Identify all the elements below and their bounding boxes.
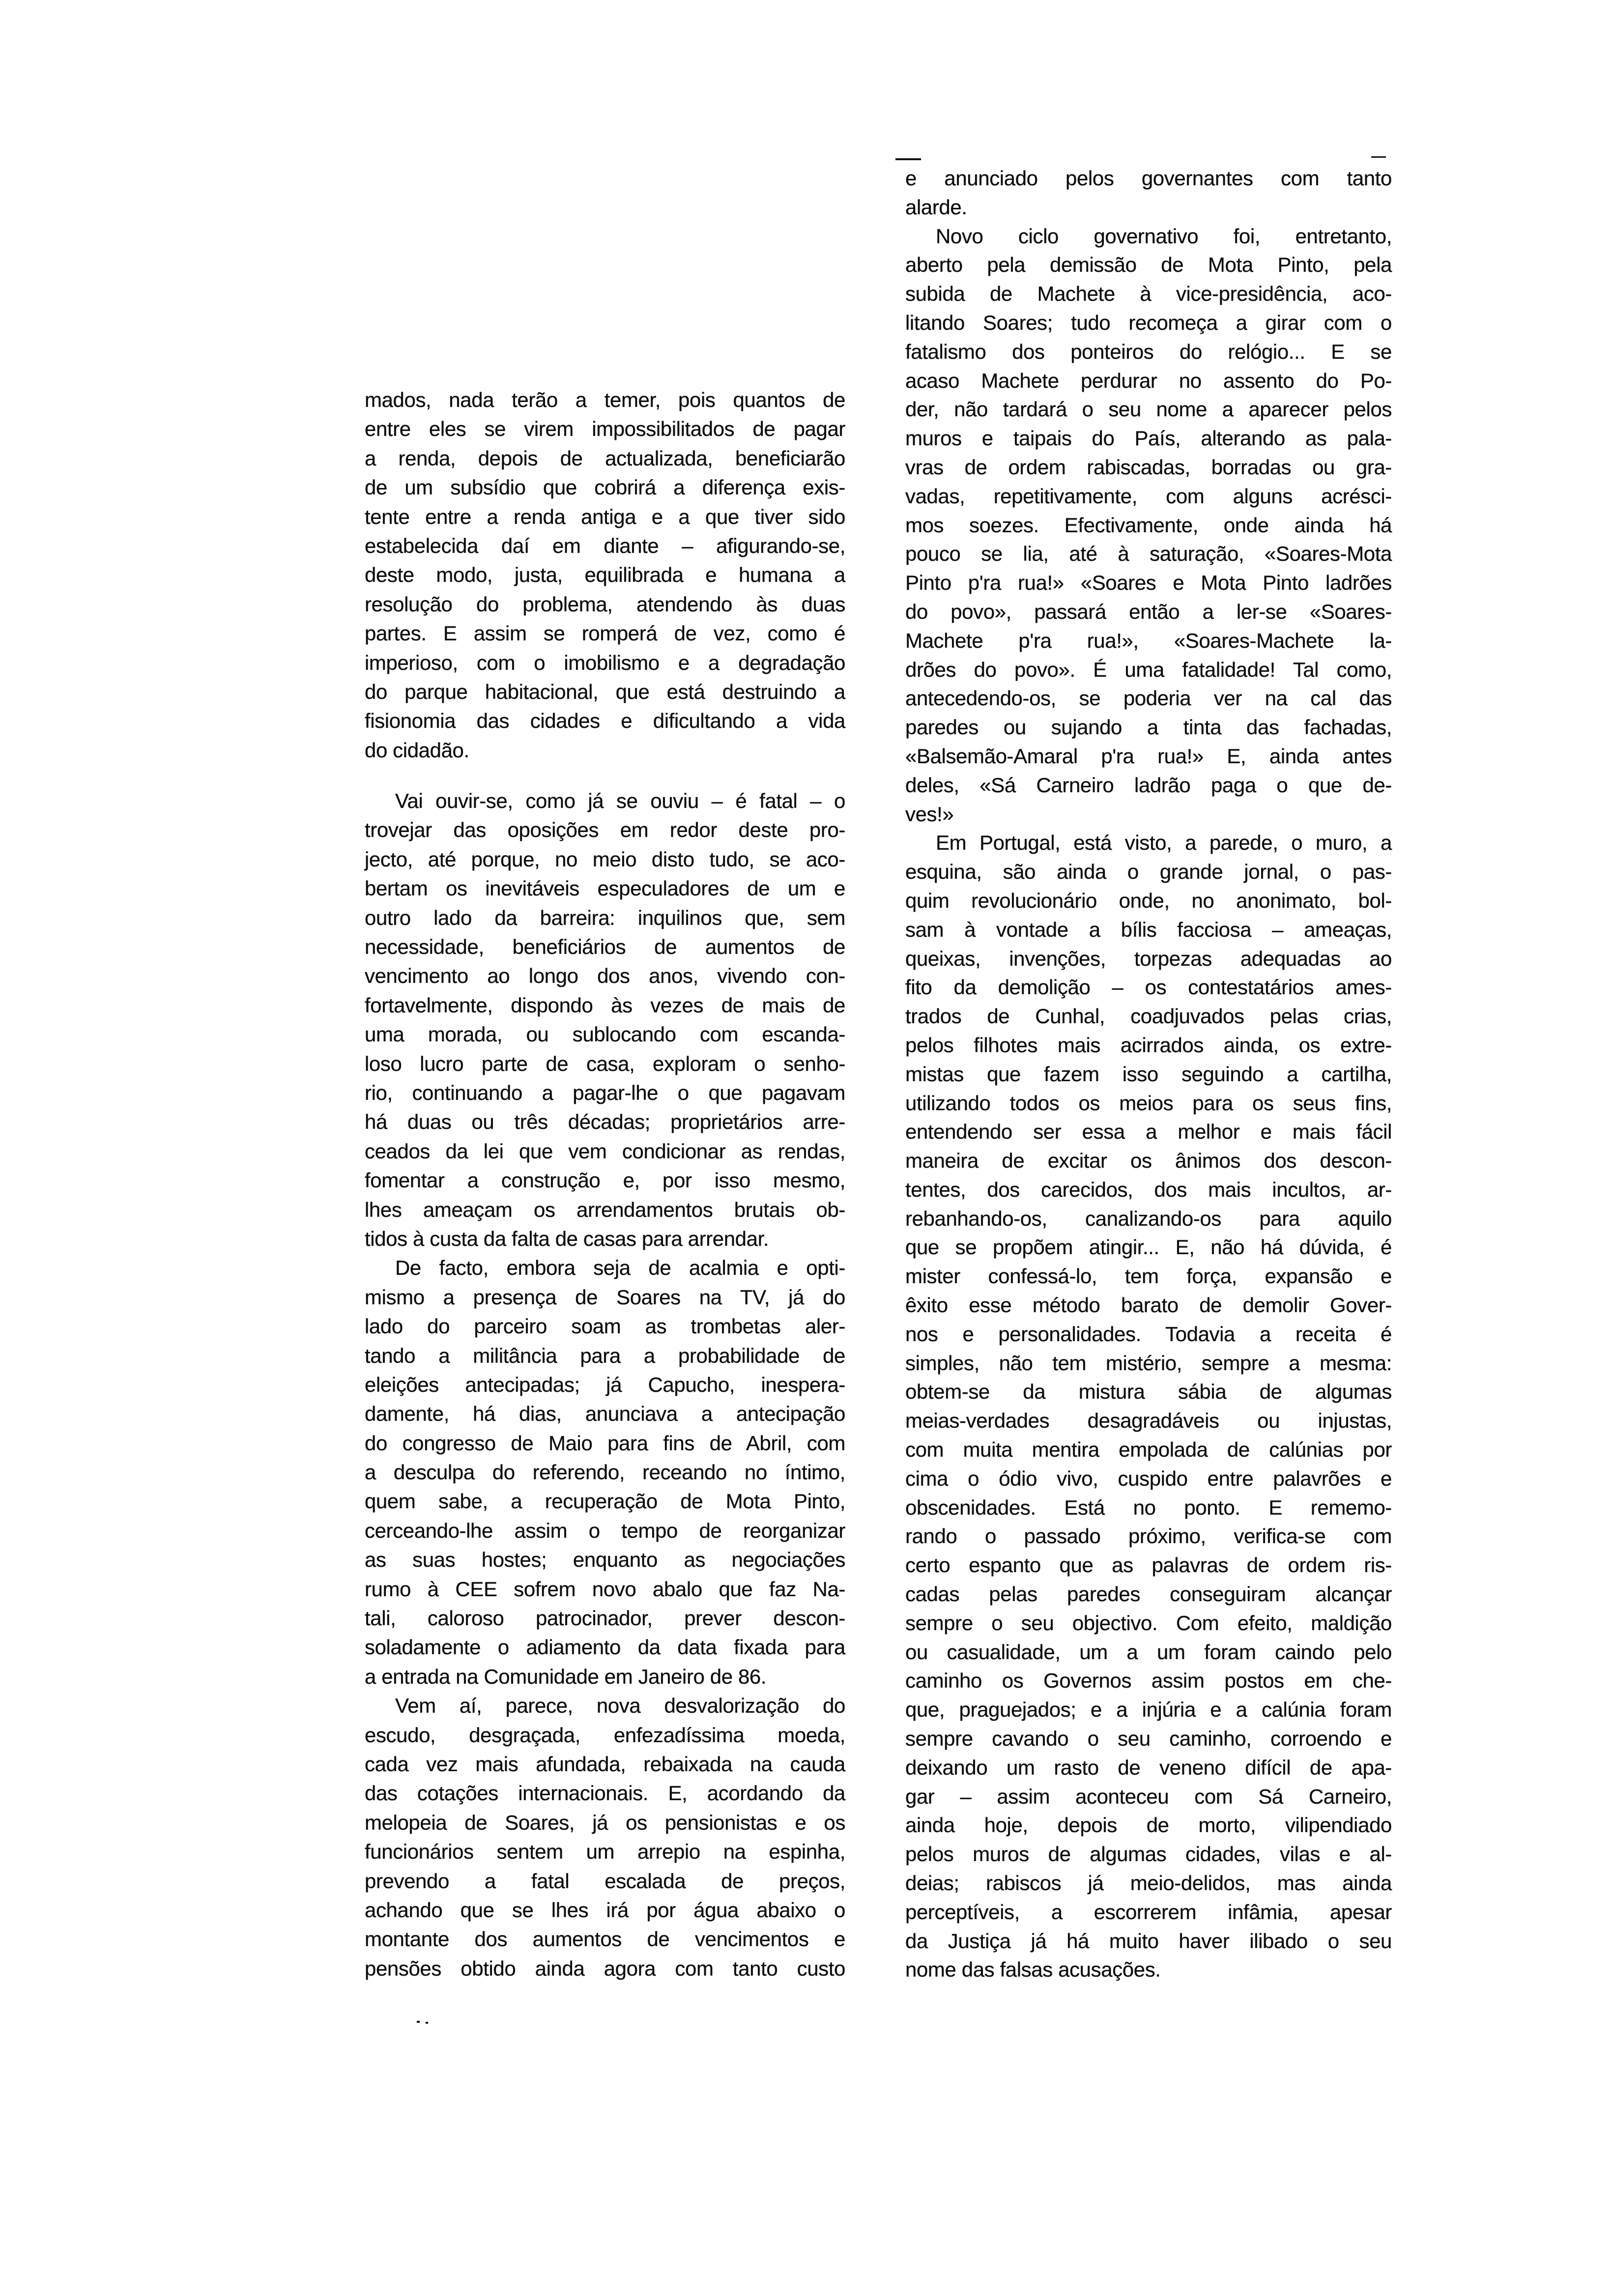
text-line: trovejar das oposições em redor deste pro- [365,818,845,842]
text-line: há duas ou três décadas; proprietários arre- [365,1110,845,1134]
text-line: acaso Machete perdurar no assento do Po- [905,369,1392,392]
text-line: litando Soares; tudo recomeça a girar com o [905,311,1392,334]
text-line: Vai ouvir-se, como já se ouviu – é fatal – o [395,789,845,813]
text-line: da Justiça já há muito haver ilibado o seu [905,1929,1392,1952]
text-line: De facto, embora seja de acalmia e opti- [395,1256,845,1280]
article-paragraph [365,1691,845,1983]
text-line: sam à vontade a bílis facciosa – ameaças, [905,918,1392,941]
text-line: necessidade, beneficiários de aumentos de [365,935,845,959]
scan-artifact-dot [1371,156,1386,158]
text-line: pelos muros de algumas cidades, vilas e al- [905,1842,1392,1866]
text-line: alarde. [905,195,967,219]
text-line: que, praguejados; e a injúria e a calúnia foram [905,1698,1392,1722]
text-line: obscenidades. Está no ponto. E rememo- [905,1495,1392,1519]
text-line: Novo ciclo governativo foi, entretanto, [936,224,1392,248]
scan-artifact-dot [426,2022,428,2024]
text-line: com muita mentira empolada de calúnias por [905,1438,1392,1462]
text-line: escudo, desgraçada, enfezadíssima moeda, [365,1723,845,1747]
article-column-left [365,385,845,1983]
scan-artifact-dot [417,2021,420,2023]
text-line: estabelecida daí em diante – afigurando-se, [365,534,845,557]
text-line: do povo», passará então a ler-se «Soares- [905,600,1392,623]
text-line: fito da demolição – os contestatários ames- [905,976,1392,999]
text-line: montante dos aumentos de vencimentos e [365,1927,845,1951]
text-line: der, não tardará o seu nome a aparecer pelos [905,398,1392,421]
text-line: as suas hostes; enquanto as negociações [365,1548,845,1572]
text-line: mismo a presença de Soares na TV, já do [365,1285,845,1309]
text-line: tentes, dos carecidos, dos mais incultos, ar- [905,1177,1392,1201]
text-line: rumo à CEE sofrem novo abalo que faz Na- [365,1577,845,1601]
text-line: deles, «Sá Carneiro ladrão paga o que de- [905,773,1392,797]
text-line: a desculpa do referendo, receando no íntimo, [365,1461,845,1484]
text-line: gar – assim aconteceu com Sá Carneiro, [905,1784,1392,1808]
text-line: melopeia de Soares, já os pensionistas e os [365,1810,845,1834]
text-line: prevendo a fatal escalada de preços, [365,1869,845,1893]
text-line: paredes ou sujando a tinta das fachadas, [905,716,1392,739]
text-line: damente, há dias, anunciava a antecipação [365,1402,845,1426]
text-line: fatalismo dos ponteiros do relógio... E se [905,340,1392,363]
article-paragraph [905,222,1392,829]
text-line: achando que se lhes irá por água abaixo o [365,1898,845,1922]
text-line: trados de Cunhal, coadjuvados pelas crias, [905,1004,1392,1028]
text-line: fortavelmente, dispondo às vezes de mais de [365,993,845,1017]
text-line: esquina, são ainda o grande jornal, o pas- [905,860,1392,884]
text-line: meias-verdades desagradáveis ou injustas, [905,1409,1392,1433]
text-line: tali, caloroso patrocinador, prever descon- [365,1607,845,1630]
text-line: Machete p'ra rua!», «Soares-Machete la- [905,629,1392,652]
article-paragraph [365,1253,845,1691]
text-line: fomentar a construção e, por isso mesmo, [365,1169,845,1192]
text-line: quim revolucionário onde, no anonimato, bol- [905,889,1392,912]
text-line: deixando um rasto de veneno difícil de apa- [905,1755,1392,1779]
text-line: uma morada, ou sublocando com escanda- [365,1023,845,1046]
text-line: rando o passado próximo, verifica-se com [905,1524,1392,1548]
text-line: mistas que fazem isso seguindo a cartilha, [905,1062,1392,1086]
article-paragraph [365,786,845,1253]
text-line: de um subsídio que cobrirá a diferença exis- [365,476,845,499]
text-line: pelos filhotes mais acirrados ainda, os extre- [905,1033,1392,1057]
text-line: a entrada na Comunidade em Janeiro de 86. [365,1665,767,1688]
text-line: cerceando-lhe assim o tempo de reorganizar [365,1519,845,1542]
article-column-right [905,164,1392,1984]
text-line: caminho os Governos assim postos em che- [905,1669,1392,1693]
text-line: fisionomia das cidades e dificultando a vida [365,709,845,733]
text-line: mos soezes. Efectivamente, onde ainda há [905,513,1392,537]
text-line: lhes ameaçam os arrendamentos brutais ob- [365,1198,845,1221]
text-line: quem sabe, a recuperação de Mota Pinto, [365,1490,845,1513]
text-line: queixas, invenções, torpezas adequadas ao [905,947,1392,970]
text-line: rebanhando-os, canalizando-os para aquilo [905,1206,1392,1230]
text-line: sempre cavando o seu caminho, corroendo e [905,1727,1392,1751]
text-line: tando a militância para a probabilidade de [365,1344,845,1367]
text-line: mister confessá-lo, tem força, expansão e [905,1264,1392,1288]
text-line: do parque habitacional, que está destruindo a [365,680,845,703]
text-line: soladamente o adiamento da data fixada para [365,1636,845,1659]
text-line: loso lucro parte de casa, exploram o senho- [365,1052,845,1075]
text-line: entre eles se virem impossibilitados de pagar [365,417,845,441]
text-line: mados, nada terão a temer, pois quantos de [365,388,845,411]
text-line: rio, continuando a pagar-lhe o que pagavam [365,1081,845,1104]
text-line: vadas, repetitivamente, com alguns acrésci- [905,484,1392,508]
text-line: bertam os inevitáveis especuladores de um e [365,877,845,900]
text-line: subida de Machete à vice-presidência, aco- [905,282,1392,306]
text-line: Vem aí, parece, nova desvalorização do [395,1694,845,1718]
text-line: nome das falsas acusações. [905,1958,1161,1981]
text-line: eleições antecipadas; já Capucho, inespera- [365,1373,845,1396]
text-line: cada vez mais afundada, rebaixada na cauda [365,1752,845,1776]
text-line: drões do povo». É uma fatalidade! Tal como, [905,658,1392,681]
text-line: resolução do problema, atendendo às duas [365,592,845,616]
text-line: pouco se lia, até à saturação, «Soares-Mota [905,542,1392,566]
text-line: imperioso, com o imobilismo e a degradação [365,651,845,674]
text-line: ainda hoje, depois de morto, vilipendiado [905,1813,1392,1837]
article-paragraph [905,829,1392,1984]
text-line: maneira de excitar os ânimos dos descon- [905,1149,1392,1173]
text-line: utilizando todos os meios para os seus fins, [905,1091,1392,1115]
text-line: simples, não tem mistério, sempre a mesma: [905,1351,1392,1375]
text-line: nos e personalidades. Todavia a receita é [905,1322,1392,1346]
text-line: do congresso de Maio para fins de Abril, com [365,1431,845,1455]
text-line: que se propõem atingir... E, não há dúvida, é [905,1235,1392,1259]
text-line: vras de ordem rabiscadas, borradas ou gra- [905,455,1392,479]
text-line: ou casualidade, um a um foram caindo pelo [905,1640,1392,1664]
text-line: muros e taipais do País, alterando as pala- [905,427,1392,450]
text-line: perceptíveis, a escorrerem infâmia, apesar [905,1900,1392,1923]
text-line: pensões obtido ainda agora com tanto custo [365,1956,845,1980]
text-line: certo espanto que as palavras de ordem ris- [905,1553,1392,1577]
text-line: cadas pelas paredes conseguiram alcançar [905,1582,1392,1606]
text-line: deias; rabiscos já meio-delidos, mas ainda [905,1871,1392,1895]
text-line: «Balsemão-Amaral p'ra rua!» E, ainda antes [905,744,1392,768]
scan-artifact-dash [895,158,921,160]
text-line: obtem-se da mistura sábia de algumas [905,1380,1392,1404]
text-line: outro lado da barreira: inquilinos que, sem [365,906,845,929]
article-paragraph [905,164,1392,222]
text-line: vencimento ao longo dos anos, vivendo con- [365,964,845,988]
text-line: êxito esse método barato de demolir Gover- [905,1293,1392,1317]
text-line: a renda, depois de actualizada, beneficiarão [365,446,845,470]
text-line: e anunciado pelos governantes com tanto [905,167,1392,190]
text-line: do cidadão. [365,738,469,762]
text-line: lado do parceiro soam as trombetas aler- [365,1315,845,1338]
text-line: entendendo ser essa a melhor e mais fácil [905,1120,1392,1144]
text-line: das cotações internacionais. E, acordando da [365,1781,845,1805]
text-line: aberto pela demissão de Mota Pinto, pela [905,253,1392,277]
text-line: ceados da lei que vem condicionar as rendas, [365,1139,845,1163]
text-line: funcionários sentem um arrepio na espinha, [365,1840,845,1864]
text-line: sempre o seu objectivo. Com efeito, maldição [905,1611,1392,1635]
article-paragraph [365,385,845,765]
text-line: Em Portugal, está visto, a parede, o muro, a [936,831,1392,855]
text-line: Pinto p'ra rua!» «Soares e Mota Pinto ladrões [905,571,1392,595]
paragraph-spacer [365,765,845,786]
text-line: deste modo, justa, equilibrada e humana a [365,563,845,587]
text-line: ves!» [905,802,954,826]
text-line: tente entre a renda antiga e a que tiver sido [365,505,845,528]
text-line: antecedendo-os, se poderia ver na cal das [905,687,1392,710]
text-line: cima o ódio vivo, cuspido entre palavrões e [905,1466,1392,1490]
text-line: jecto, até porque, no meio disto tudo, se aco- [365,847,845,871]
text-line: partes. E assim se romperá de vez, como é [365,622,845,645]
text-line: tidos à custa da falta de casas para arrendar. [365,1227,769,1250]
